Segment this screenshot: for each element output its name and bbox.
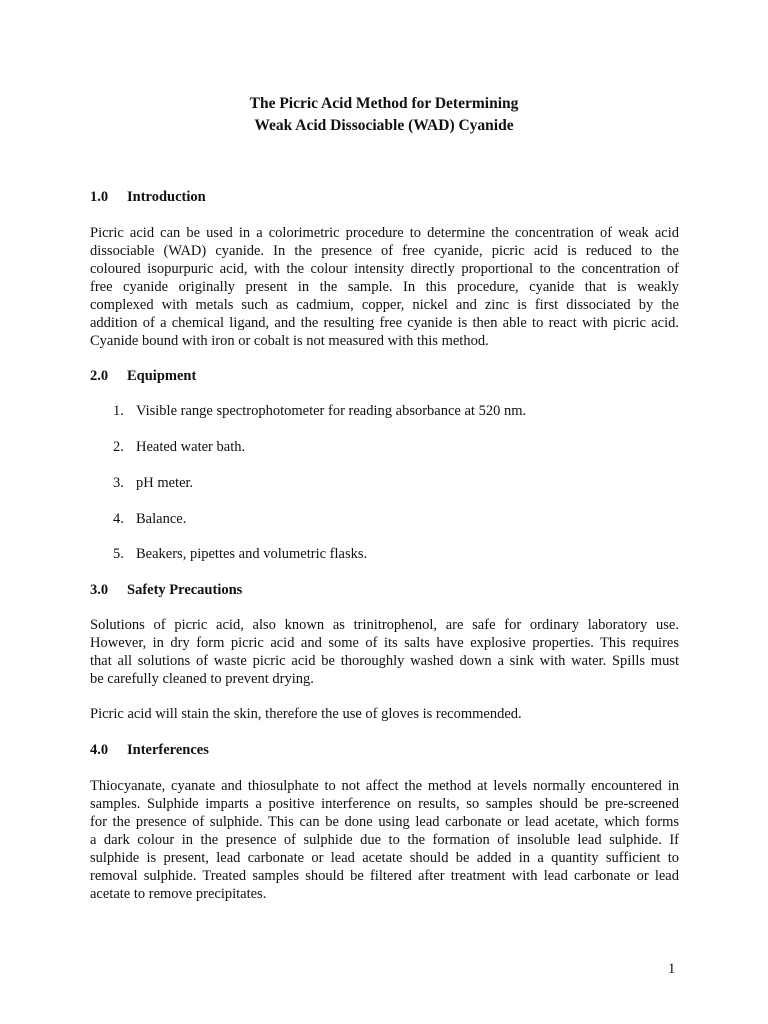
document-title-line-1: The Picric Acid Method for Determining — [249, 95, 519, 112]
paragraph-line: free cyanide originally present in the sample. In this procedure, cyanide that is weakly — [90, 279, 679, 295]
section-title: Safety Precautions — [127, 582, 243, 598]
section-heading-introduction — [90, 188, 206, 206]
safety-paragraph-2 — [90, 705, 679, 723]
paragraph-line: be carefully cleaned to prevent drying. — [90, 671, 314, 687]
paragraph-line: addition of a chemical ligand, and the resulting free cyanide is then able to react with picric acid. — [90, 315, 679, 331]
list-item-text: Heated water bath. — [136, 439, 246, 455]
paragraph-line: removal sulphide. Treated samples should be filtered after treatment with lead carbonate or lead — [90, 868, 679, 884]
safety-paragraph-1 — [90, 616, 679, 688]
paragraph-line: coloured isopurpuric acid, with the colour intensity directly proportional to the concentration of — [90, 261, 679, 277]
paragraph-line: However, in dry form picric acid and some of its salts have explosive properties. This requires — [90, 635, 679, 651]
paragraph-line: Cyanide bound with iron or cobalt is not measured with this method. — [90, 333, 489, 349]
equipment-list-item — [113, 545, 367, 563]
section-heading-equipment — [90, 367, 196, 385]
list-marker: 5. — [113, 546, 124, 562]
list-marker: 1. — [113, 403, 124, 419]
page-number: 1 — [668, 961, 676, 977]
equipment-list-item — [113, 474, 193, 492]
introduction-paragraph — [90, 224, 679, 350]
paragraph-line: Thiocyanate, cyanate and thiosulphate to not affect the method at levels normally encountered in — [90, 778, 679, 794]
section-number: 3.0 — [90, 582, 109, 598]
interferences-paragraph — [90, 777, 679, 903]
list-item-text: Balance. — [136, 511, 187, 527]
equipment-list-item — [113, 438, 245, 456]
paragraph-line: a dark colour in the presence of sulphide due to the formation of insoluble lead sulphide. If — [90, 832, 679, 848]
list-marker: 3. — [113, 475, 124, 491]
paragraph-line: complexed with metals such as cadmium, copper, nickel and zinc is first dissociated by the — [90, 297, 679, 313]
paragraph-line: Picric acid can be used in a colorimetric procedure to determine the concentration of weak acid — [90, 225, 679, 241]
section-title: Equipment — [127, 368, 197, 384]
section-title: Interferences — [127, 742, 209, 758]
paragraph-line: acetate to remove precipitates. — [90, 886, 267, 902]
paragraph-line: Solutions of picric acid, also known as trinitrophenol, are safe for ordinary laboratory use. — [90, 617, 679, 633]
equipment-list-item — [113, 510, 186, 528]
list-item-text: pH meter. — [136, 475, 194, 491]
paragraph-line: Picric acid will stain the skin, therefore the use of gloves is recommended. — [90, 706, 522, 722]
section-heading-interferences — [90, 741, 209, 759]
list-marker: 4. — [113, 511, 124, 527]
document-title-line-2: Weak Acid Dissociable (WAD) Cyanide — [254, 117, 514, 134]
section-number: 2.0 — [90, 368, 109, 384]
paragraph-line: that all solutions of waste picric acid be thoroughly washed down a sink with water. Spills must — [90, 653, 679, 669]
paragraph-line: sulphide is present, lead carbonate or lead acetate should be added in a quantity sufficient to — [90, 850, 679, 866]
section-number: 4.0 — [90, 742, 109, 758]
section-title: Introduction — [127, 189, 206, 205]
section-number: 1.0 — [90, 189, 109, 205]
paragraph-line: dissociable (WAD) cyanide. In the presence of free cyanide, picric acid is reduced to the — [90, 243, 679, 259]
list-item-text: Beakers, pipettes and volumetric flasks. — [136, 546, 368, 562]
paragraph-line: samples. Sulphide imparts a positive interference on results, so samples should be pre-screened — [90, 796, 679, 812]
equipment-list-item — [113, 402, 526, 420]
section-heading-safety — [90, 581, 242, 599]
list-marker: 2. — [113, 439, 124, 455]
paragraph-line: for the presence of sulphide. This can be done using lead carbonate or lead acetate, which forms — [90, 814, 679, 830]
list-item-text: Visible range spectrophotometer for reading absorbance at 520 nm. — [136, 403, 527, 419]
